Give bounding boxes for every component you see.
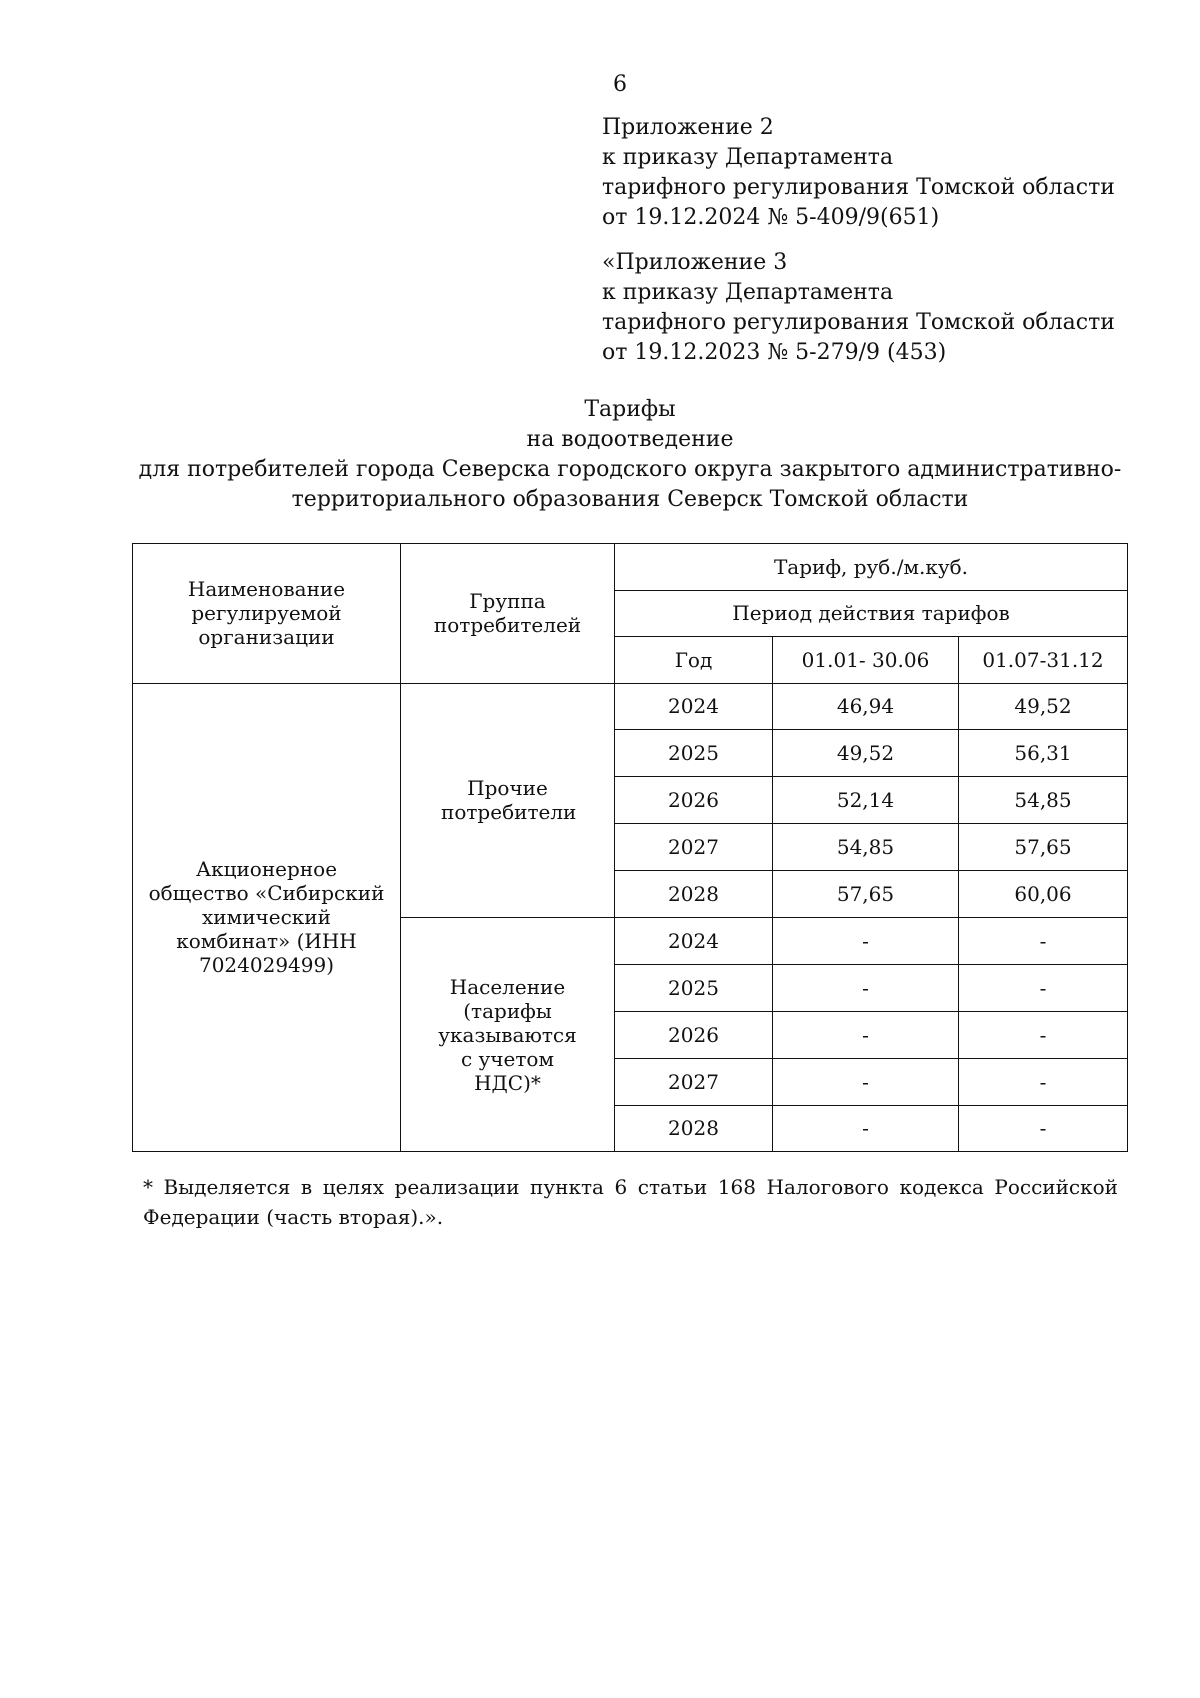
header-year: Год xyxy=(615,637,773,684)
tariff-period-2-cell: 49,52 xyxy=(959,683,1128,730)
attachment-original-line: от 19.12.2023 № 5-279/9 (453) xyxy=(602,340,947,365)
tariff-period-2-cell: - xyxy=(959,1058,1128,1105)
tariff-period-2-cell: 57,65 xyxy=(959,824,1128,871)
group-cell: Население (тарифы указываются с учетом НДС)* xyxy=(401,917,615,1151)
title-line: территориального образования Северск Томской области xyxy=(291,487,969,512)
tariff-period-1-cell: - xyxy=(773,1105,959,1152)
attachment-current-line: к приказу Департамента xyxy=(602,145,894,170)
tariff-period-1-cell: 49,52 xyxy=(773,730,959,777)
tariff-period-1-cell: 54,85 xyxy=(773,824,959,871)
header-period-1: 01.01- 30.06 xyxy=(773,637,959,684)
year-cell: 2025 xyxy=(615,964,773,1011)
year-cell: 2028 xyxy=(615,1105,773,1152)
title-line: Тарифы xyxy=(584,397,676,422)
tariff-period-2-cell: 54,85 xyxy=(959,777,1128,824)
year-cell: 2026 xyxy=(615,1011,773,1058)
tariff-table xyxy=(132,543,1128,1152)
attachment-original-line: к приказу Департамента xyxy=(602,280,894,305)
tariff-period-2-cell: - xyxy=(959,1011,1128,1058)
attachment-current-line: от 19.12.2024 № 5-409/9(651) xyxy=(602,205,940,230)
title-line: для потребителей города Северска городского округа закрытого административно- xyxy=(138,457,1122,482)
header-org-name: Наименование регулируемой организации xyxy=(133,544,401,684)
tariff-period-2-cell: - xyxy=(959,917,1128,964)
header-period: Период действия тарифов xyxy=(615,590,1128,637)
tariff-period-2-cell: 56,31 xyxy=(959,730,1128,777)
tariff-period-1-cell: - xyxy=(773,964,959,1011)
tariff-period-2-cell: 60,06 xyxy=(959,871,1128,918)
document-title xyxy=(130,395,1130,515)
page-number: 6 xyxy=(613,72,627,97)
tariff-period-1-cell: - xyxy=(773,1011,959,1058)
attachment-original-line: «Приложение 3 xyxy=(602,250,788,275)
tariff-period-1-cell: 46,94 xyxy=(773,683,959,730)
year-cell: 2027 xyxy=(615,1058,773,1105)
year-cell: 2027 xyxy=(615,824,773,871)
tariff-period-1-cell: 52,14 xyxy=(773,777,959,824)
tariff-period-1-cell: - xyxy=(773,917,959,964)
footnote: * Выделяется в целях реализации пункта 6 статьи 168 Налогового кодекса Российской Федерации (часть вторая).». xyxy=(143,1175,1118,1229)
header-period-2: 01.07-31.12 xyxy=(959,637,1128,684)
year-cell: 2025 xyxy=(615,730,773,777)
attachment-original-line: тарифного регулирования Томской области xyxy=(602,310,1115,335)
tariff-period-2-cell: - xyxy=(959,964,1128,1011)
group-cell: Прочие потребители xyxy=(401,683,615,917)
organization-cell: Акционерное общество «Сибирский химический комбинат» (ИНН 7024029499) xyxy=(133,683,401,1152)
year-cell: 2024 xyxy=(615,917,773,964)
attachment-current-line: Приложение 2 xyxy=(602,115,774,140)
header-consumer-group: Группа потребителей xyxy=(401,544,615,684)
year-cell: 2026 xyxy=(615,777,773,824)
year-cell: 2028 xyxy=(615,871,773,918)
tariff-period-1-cell: - xyxy=(773,1058,959,1105)
header-tariff: Тариф, руб./м.куб. xyxy=(615,544,1128,591)
attachment-current xyxy=(602,113,1115,233)
attachment-original xyxy=(602,248,1115,368)
title-line: на водоотведение xyxy=(526,427,734,452)
tariff-period-1-cell: 57,65 xyxy=(773,871,959,918)
year-cell: 2024 xyxy=(615,683,773,730)
attachment-current-line: тарифного регулирования Томской области xyxy=(602,175,1115,200)
tariff-period-2-cell: - xyxy=(959,1105,1128,1152)
table-row xyxy=(133,683,1128,730)
